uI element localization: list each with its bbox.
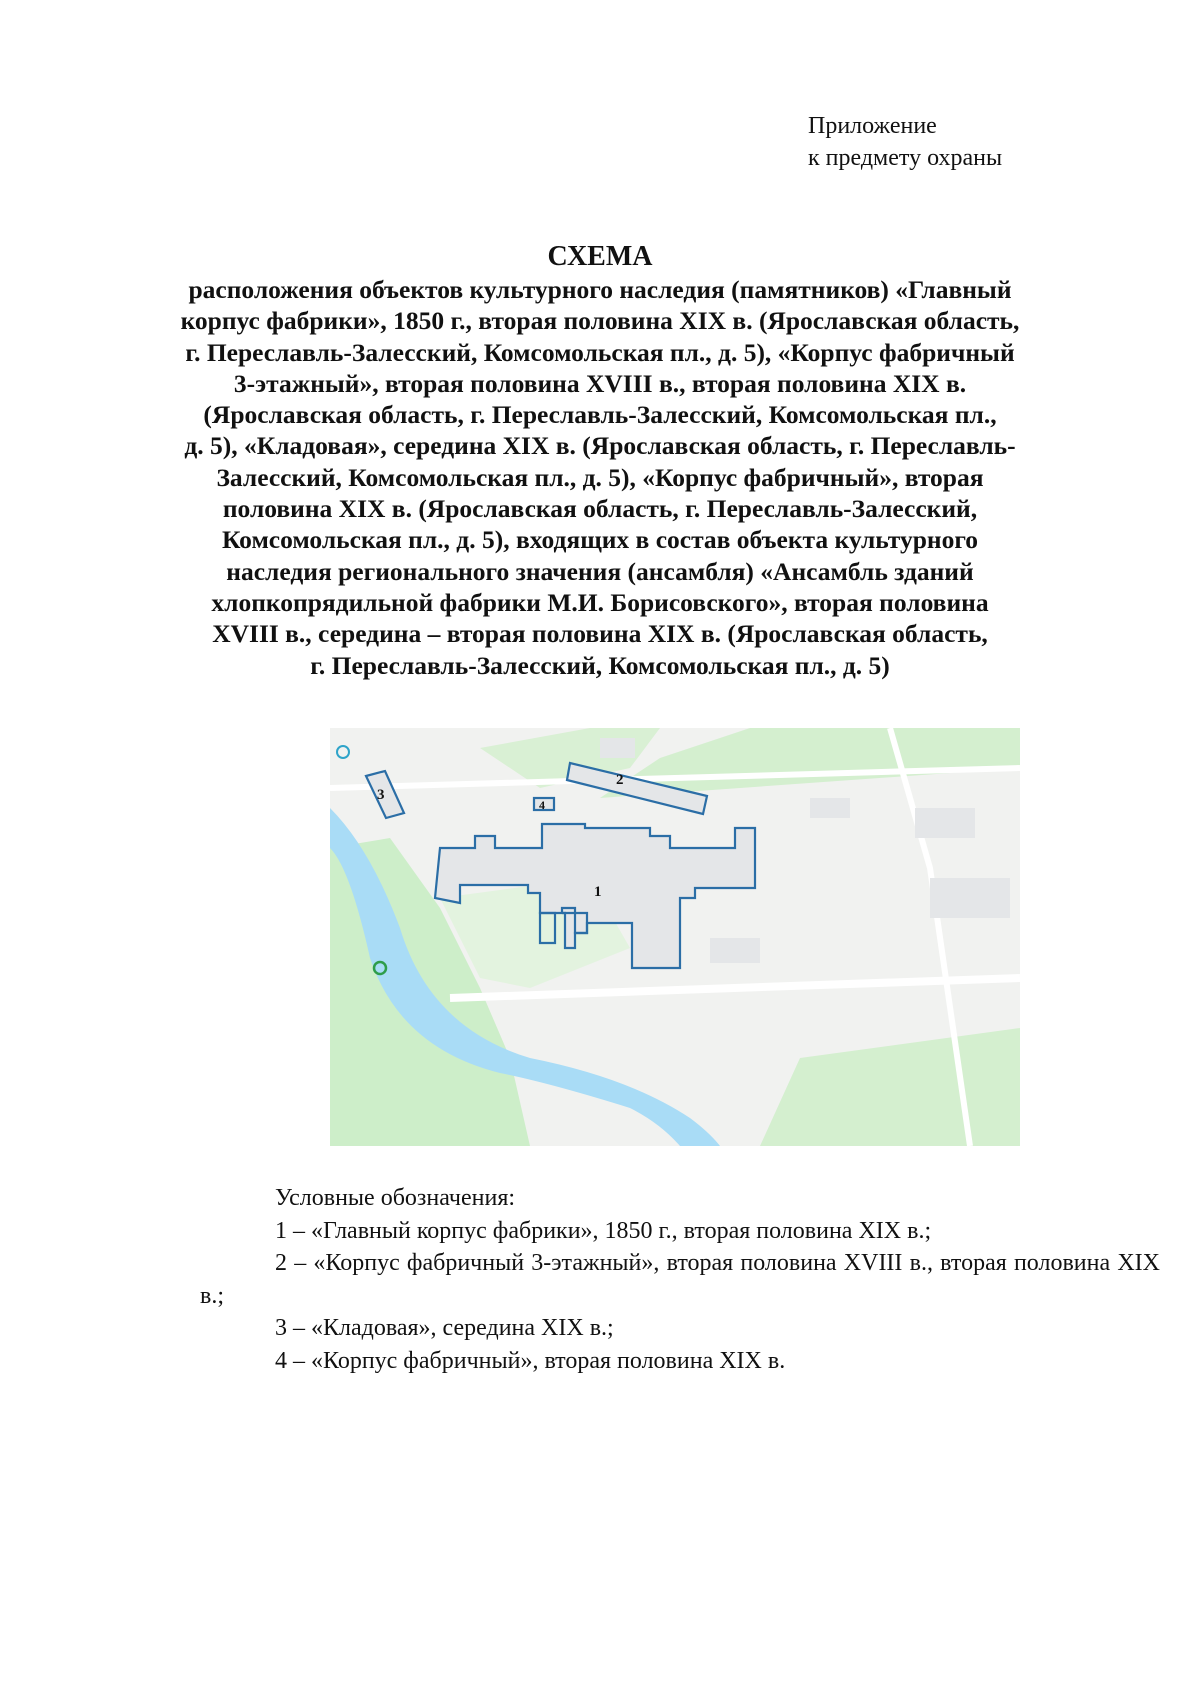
title-line: г. Переславль-Залесский, Комсомольская пл., д. 5) bbox=[310, 650, 890, 680]
title-line: д. 5), «Кладовая», середина XIX в. (Ярославская область, г. Переславль- bbox=[184, 431, 1016, 461]
title-line: Залесский, Комсомольская пл., д. 5), «Корпус фабричный», вторая bbox=[216, 462, 984, 492]
object-4-label: 4 bbox=[539, 798, 545, 812]
title-line: расположения объектов культурного наследия (памятников) «Главный bbox=[188, 275, 1012, 304]
appendix-line-1: Приложение bbox=[808, 113, 937, 139]
building bbox=[600, 738, 635, 758]
title-line: наследия регионального значения (ансамбля) «Ансамбль зданий bbox=[226, 556, 974, 586]
title-line: Комсомольская пл., д. 5), входящих в состав объекта культурного bbox=[221, 525, 979, 555]
legend-item-1: 1 – «Главный корпус фабрики», 1850 г., вторая половина XIX в.; bbox=[275, 1217, 932, 1244]
document-title bbox=[150, 240, 1050, 681]
building bbox=[710, 938, 760, 963]
object-3-label: 3 bbox=[377, 787, 385, 803]
title-line: корпус фабрики», 1850 г., вторая половина XIX в. (Ярославская область, bbox=[180, 306, 1020, 336]
legend-item-4: 4 – «Корпус фабричный», вторая половина XIX в. bbox=[275, 1347, 786, 1374]
title-line: хлопкопрядильной фабрики М.И. Борисовского», вторая половина bbox=[211, 587, 989, 617]
appendix-note bbox=[808, 110, 1002, 174]
object-1-label: 1 bbox=[594, 884, 602, 900]
scheme-heading: СХЕМА bbox=[547, 241, 653, 272]
building bbox=[930, 878, 1010, 918]
legend-heading: Условные обозначения: bbox=[275, 1185, 516, 1211]
legend bbox=[200, 1182, 1160, 1377]
building bbox=[915, 808, 975, 838]
legend-item-2: 2 – «Корпус фабричный 3-этажный», вторая половина XVIII в., вторая половина XIX в.; bbox=[200, 1250, 1160, 1309]
building bbox=[810, 798, 850, 818]
site-map-svg bbox=[330, 728, 1020, 1146]
title-line: 3-этажный», вторая половина XVIII в., вторая половина XIX в. bbox=[233, 368, 967, 398]
title-line: половина XIX в. (Ярославская область, г. Переславль-Залесский, bbox=[222, 494, 978, 524]
title-line: XVIII в., середина – вторая половина XIX в. (Ярославская область, bbox=[212, 619, 988, 649]
object-2-label: 2 bbox=[616, 772, 624, 788]
site-map bbox=[330, 728, 1020, 1146]
legend-item-3: 3 – «Кладовая», середина XIX в.; bbox=[275, 1315, 614, 1341]
appendix-line-2: к предмету охраны bbox=[808, 145, 1003, 171]
title-line: г. Переславль-Залесский, Комсомольская пл., д. 5), «Корпус фабричный bbox=[185, 337, 1015, 367]
scheme-description bbox=[150, 274, 1050, 681]
title-line: (Ярославская область, г. Переславль-Залесский, Комсомольская пл., bbox=[203, 400, 997, 430]
